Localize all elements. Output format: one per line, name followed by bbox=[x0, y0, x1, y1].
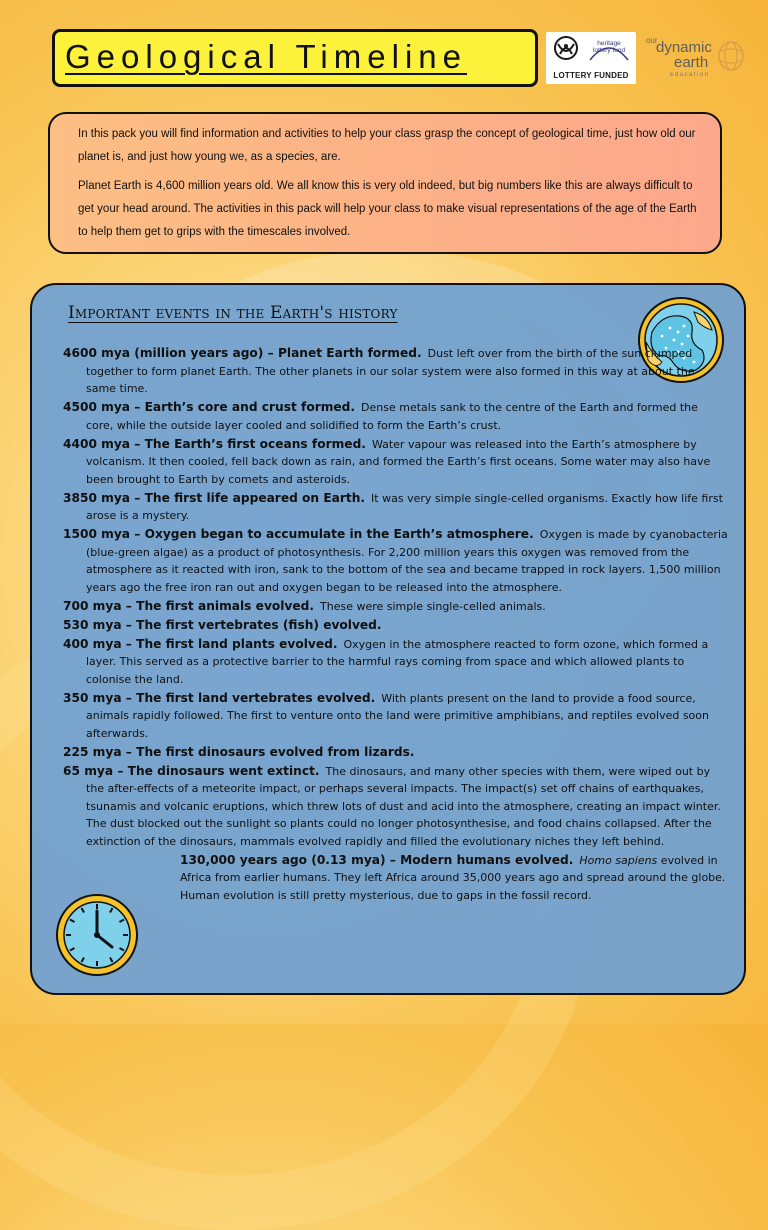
lottery-fund-logo bbox=[546, 32, 636, 84]
events-list bbox=[63, 345, 728, 906]
crossed-fingers-icon bbox=[548, 34, 588, 72]
de-prefix: our bbox=[646, 36, 658, 45]
globe-swirl-icon bbox=[714, 36, 748, 76]
event-item: 65 mya – The dinosaurs went extinct. The dinosaurs, and many other species with them, were wiped out by the after-effects of a meteorite impact, or perhaps several impacts. The impact(s) set off chains of earthquakes, tsunamis and volcanic eruptions, which threw lots of dust and acid into the atmosphere, creating an impact winter. The dust blocked out the sunlight so plants could no longer photosynthesise, and food chains collapsed. After the extinction of the dinosaurs, mammals evolved rapidly and filled the evolutionary niches they left behind. bbox=[63, 763, 721, 848]
de-wordmark: dynamic earth bbox=[656, 39, 712, 71]
event-item: 530 mya – The first vertebrates (fish) evolved. bbox=[63, 617, 382, 632]
events-box bbox=[30, 283, 746, 995]
event-item: 225 mya – The first dinosaurs evolved from lizards. bbox=[63, 744, 415, 759]
event-item: 4500 mya – Earth’s core and crust formed. Dense metals sank to the centre of the Earth and formed the core, while the outside layer cooled and solidified to form the Earth’s crust. bbox=[63, 400, 698, 432]
intro-paragraph: Planet Earth is 4,600 million years old. We all know this is very old indeed, but big numbers like this are always difficult to get your head around. The activities in this pack will help your class to make visual representations of the age of the Earth to help them get to grips with the timescales involved. bbox=[78, 180, 697, 238]
events-heading: Important events in the Earth's history bbox=[68, 303, 398, 323]
page-title: Geological Timeline bbox=[65, 38, 467, 75]
de-education: education bbox=[670, 72, 710, 78]
heritage-lottery-text: heritage lottery fund bbox=[592, 40, 626, 54]
event-item: 3850 mya – The first life appeared on Earth. It was very simple single-celled organisms. Exactly how life first arose is a mystery. bbox=[63, 490, 723, 522]
intro-paragraph: In this pack you will find information and activities to help your class grasp the concept of geological time, just how old our planet is, and just how young we, as a species, are. bbox=[78, 128, 696, 163]
title-box bbox=[52, 29, 538, 87]
lottery-funded-caption: LOTTERY FUNDED bbox=[553, 71, 629, 80]
clock-icon bbox=[54, 892, 140, 978]
dynamic-earth-logo bbox=[644, 34, 748, 84]
event-item: 700 mya – The first animals evolved. These were simple single-celled animals. bbox=[63, 598, 546, 613]
intro-box bbox=[48, 112, 722, 254]
event-item: 1500 mya – Oxygen began to accumulate in the Earth’s atmosphere. Oxygen is made by cyanobacteria (blue-green algae) as a product of photosynthesis. For 2,200 million years this oxygen was removed from the atmosphere as it reacted with iron, sank to the bottom of the sea and became trapped in rock layers. 1,500 million years ago the free iron ran out and oxygen began to be released into the atmosphere. bbox=[63, 527, 728, 594]
event-item: 400 mya – The first land plants evolved. Oxygen in the atmosphere reacted to form ozone, which formed a layer. This served as a protective barrier to the harmful rays coming from space and which allowed plants to colonise the land. bbox=[63, 636, 709, 686]
event-item: 350 mya – The first land vertebrates evolved. With plants present on the land to provide a food source, animals rapidly followed. The first to venture onto the land were primitive amphibians, and reptiles evolved soon afterwards. bbox=[63, 690, 709, 740]
event-item-last: 130,000 years ago (0.13 mya) – Modern humans evolved. Homo sapiens evolved in Africa from earlier humans. They left Africa around 35,000 years ago and spread around the globe. Human evolution is still pretty mysterious, due to gaps in the fossil record. bbox=[180, 852, 726, 902]
event-item: 4400 mya – The Earth’s first oceans formed. Water vapour was released into the Earth’s atmosphere by volcanism. It then cooled, fell back down as rain, and formed the Earth’s first oceans. Some water may also have been brought to Earth by comets and asteroids. bbox=[63, 436, 711, 486]
event-item: 4600 mya (million years ago) – Planet Earth formed. Dust left over from the birth of the sun clumped together to form planet Earth. The other planets in our solar system were also formed in this way at about the same time. bbox=[63, 346, 695, 395]
